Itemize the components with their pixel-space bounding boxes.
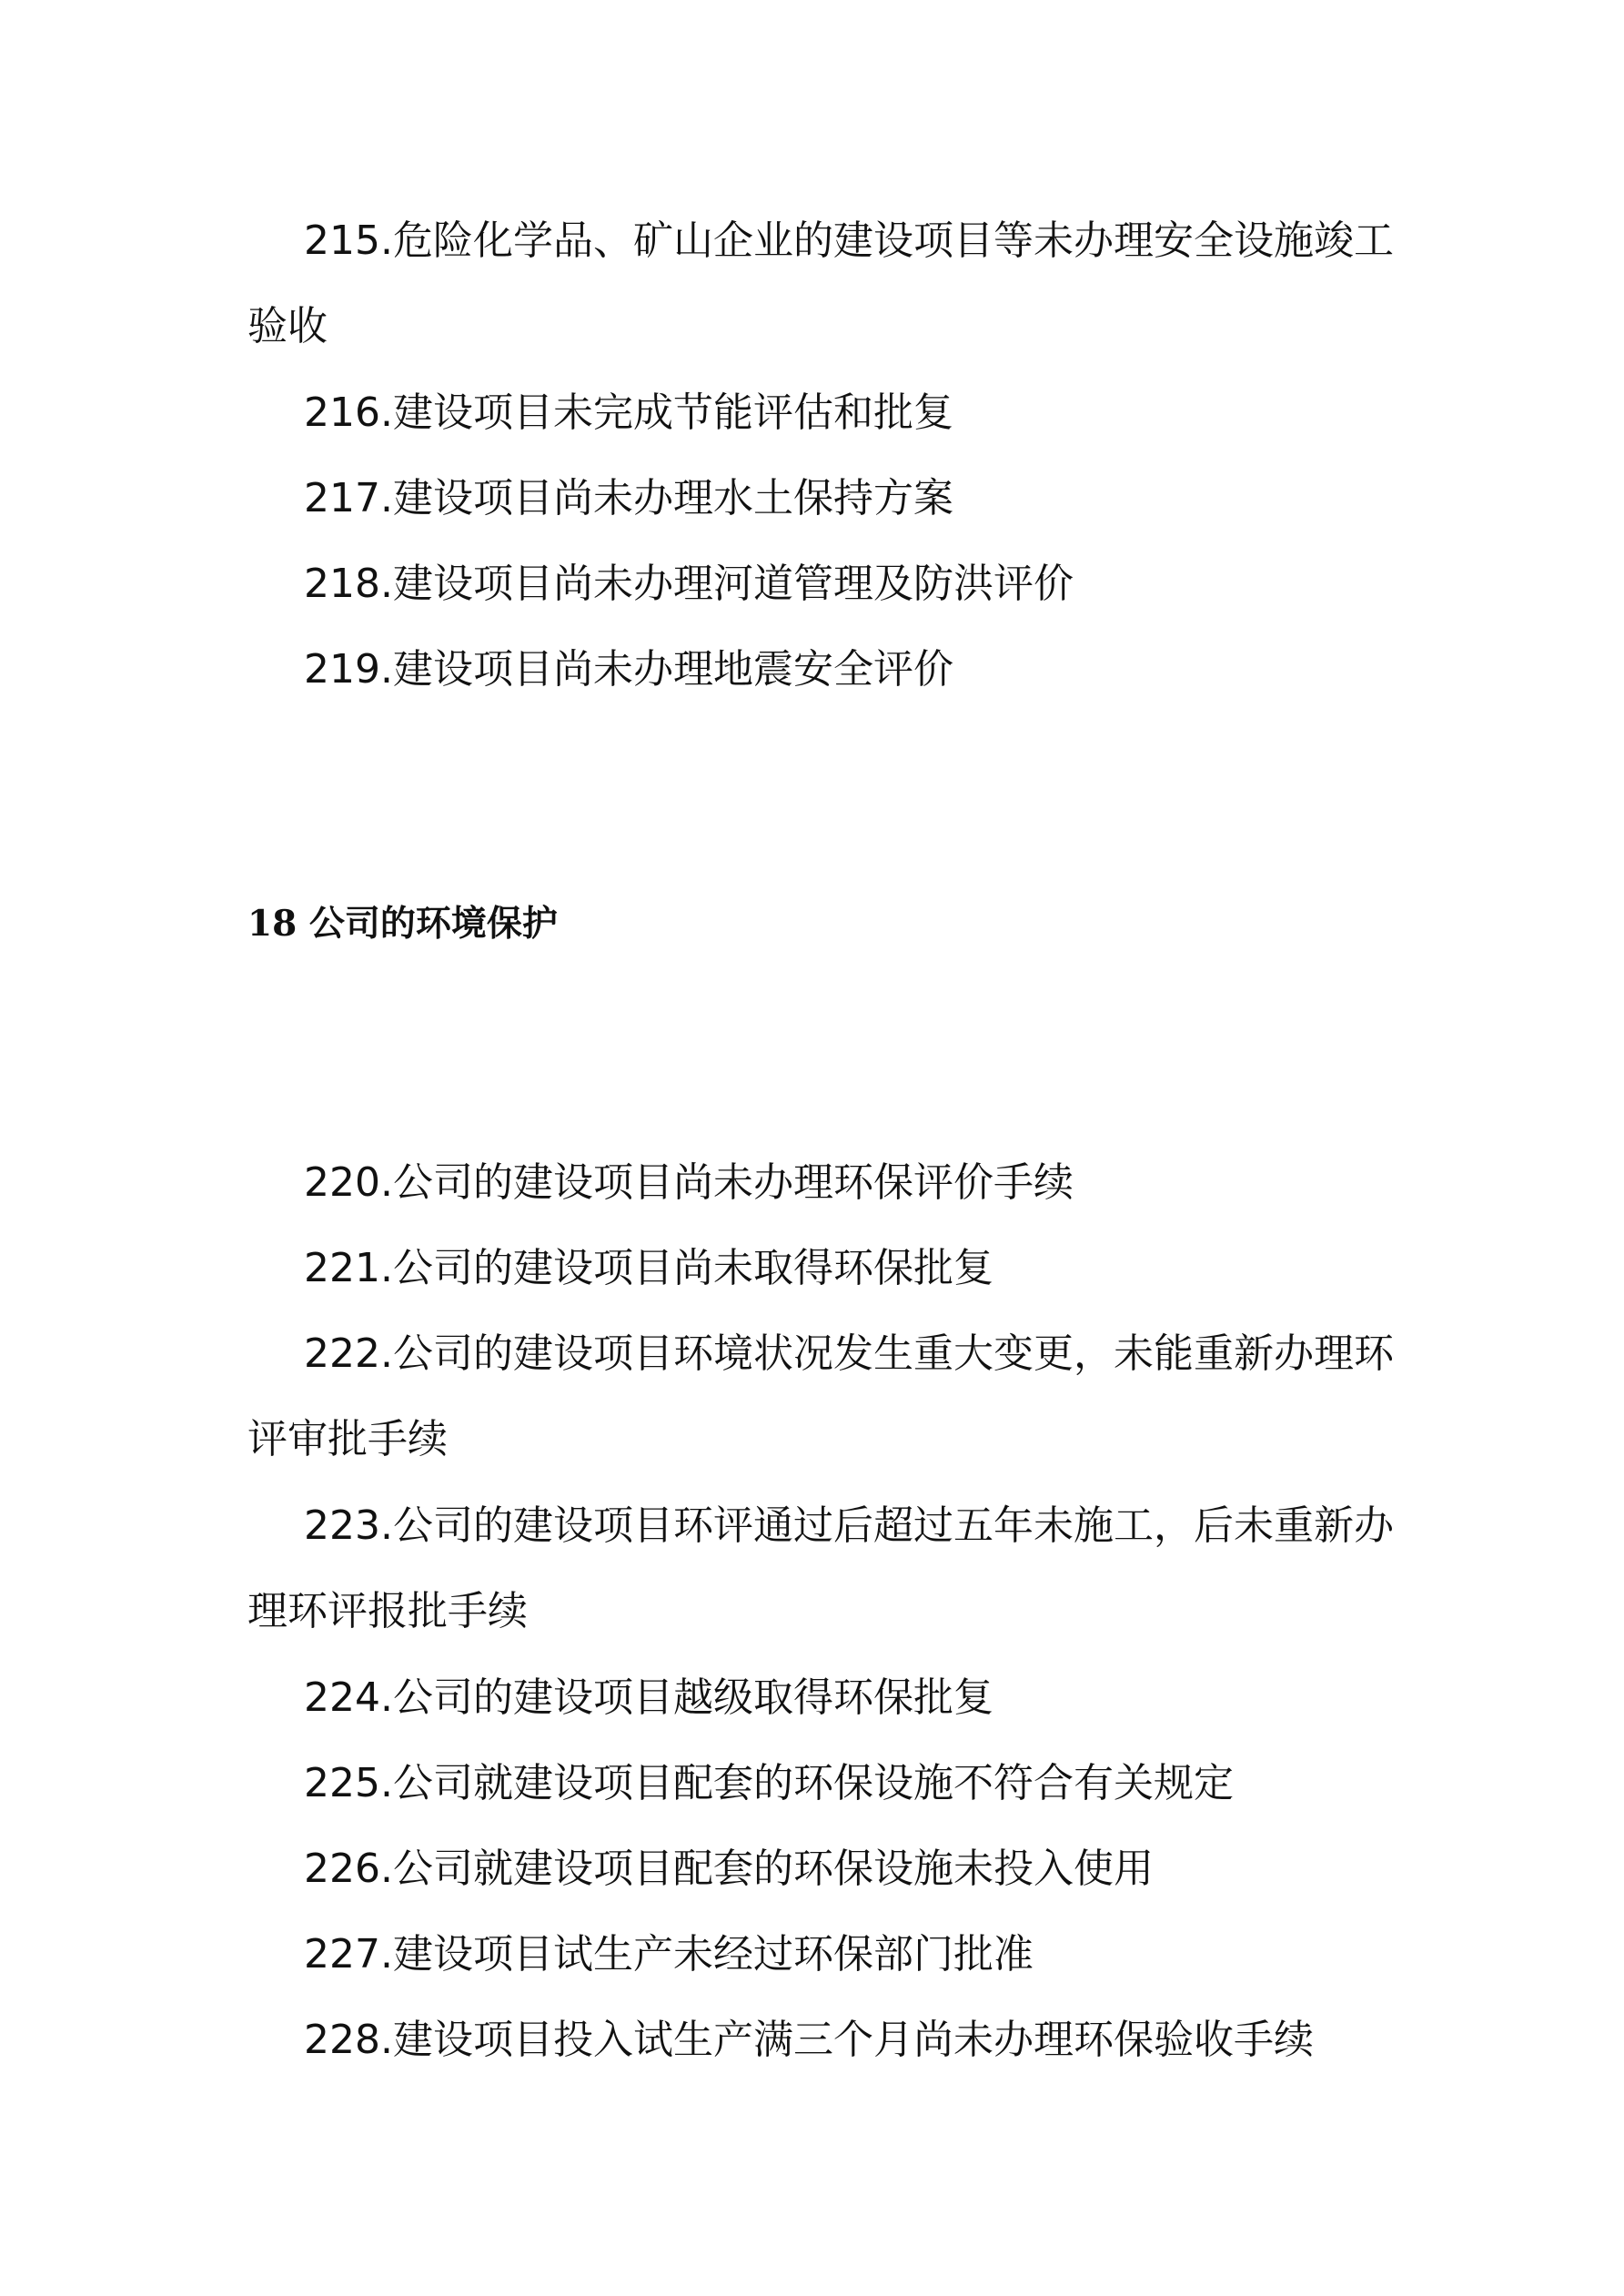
list-item-218: 218.建设项目尚未办理河道管理及防洪评价 (304, 561, 1074, 607)
list-item-223: 223.公司的建设项目环评通过后超过五年未施工，后未重新办理环评报批手续 (247, 1502, 1394, 1634)
section-heading: 18 公司的环境保护 (247, 903, 558, 945)
list-item-217: 217.建设项目尚未办理水土保持方案 (304, 475, 953, 521)
list-item-219: 219.建设项目尚未办理地震安全评价 (304, 646, 953, 693)
list-item-228: 228.建设项目投入试生产满三个月尚未办理环保验收手续 (304, 2017, 1314, 2063)
list-item-221: 221.公司的建设项目尚未取得环保批复 (304, 1245, 994, 1291)
list-item-226: 226.公司就建设项目配套的环保设施未投入使用 (304, 1846, 1154, 1892)
list-item-215: 215.危险化学品、矿山企业的建设项目等未办理安全设施竣工验收 (247, 217, 1394, 349)
list-item-227: 227.建设项目试生产未经过环保部门批准 (304, 1931, 1034, 1977)
list-item-216: 216.建设项目未完成节能评估和批复 (304, 389, 953, 436)
list-item-225: 225.公司就建设项目配套的环保设施不符合有关规定 (304, 1760, 1234, 1806)
list-item-222: 222.公司的建设项目环境状况发生重大变更，未能重新办理环评审批手续 (247, 1330, 1394, 1462)
list-item-220: 220.公司的建设项目尚未办理环保评价手续 (304, 1159, 1074, 1206)
list-item-224: 224.公司的建设项目越级取得环保批复 (304, 1674, 994, 1721)
